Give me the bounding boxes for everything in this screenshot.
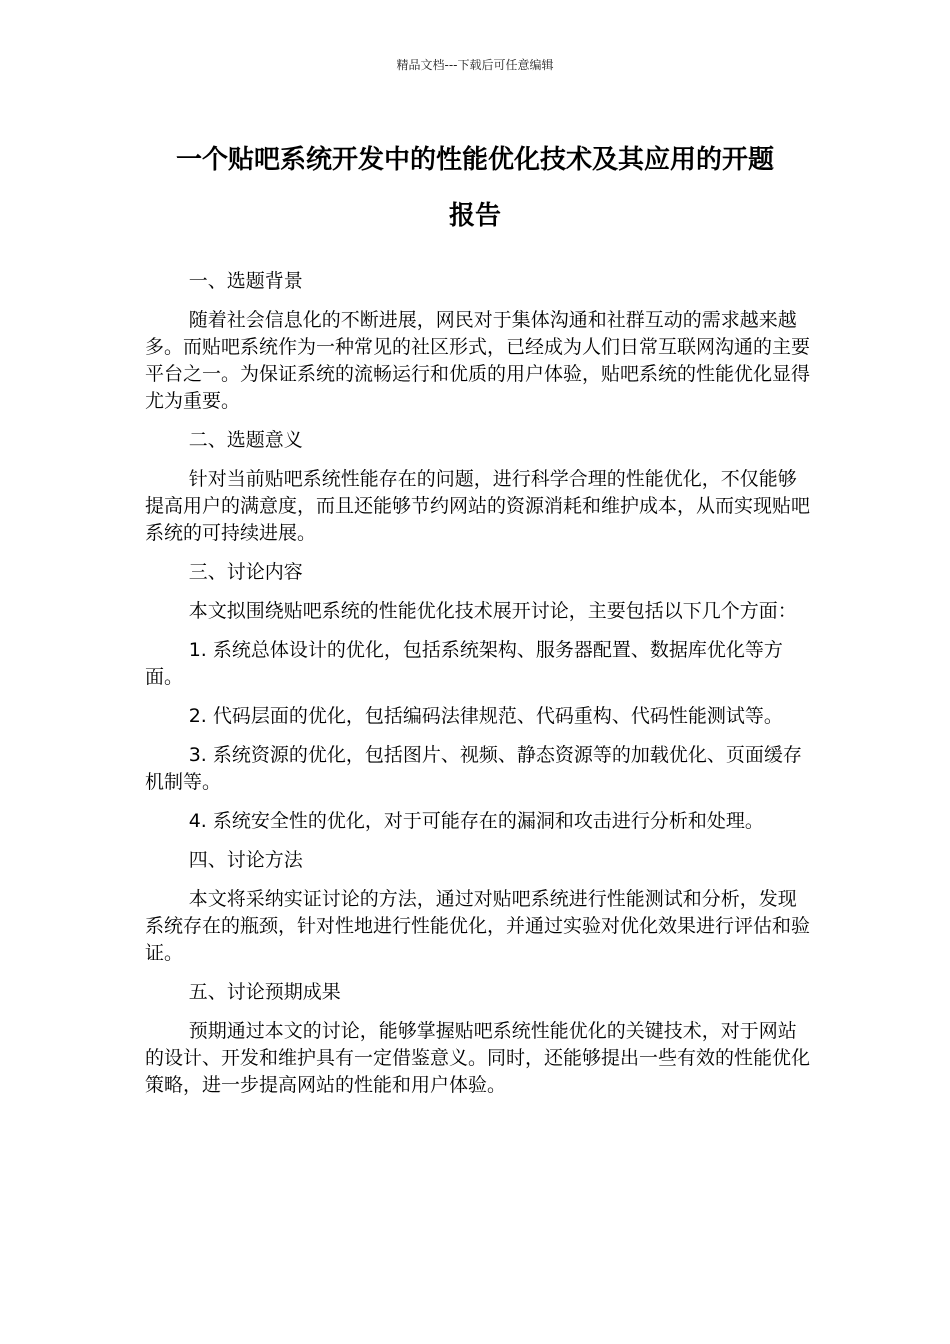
- page-header: 精品文档---下载后可任意编辑: [396, 58, 554, 72]
- section-heading: 五、讨论预期成果: [188, 981, 341, 1003]
- document-title: [130, 132, 820, 244]
- list-item: 2. 代码层面的优化，包括编码法律规范、代码重构、代码性能测试等。: [188, 705, 783, 727]
- section-background: [145, 268, 810, 415]
- section-paragraph: 本文将采纳实证讨论的方法，通过对贴吧系统进行性能测试和分析，发现系统存在的瓶颈，针对性地进行性能优化，并通过实验对优化效果进行评估和验证。: [145, 888, 811, 964]
- section-significance: [145, 427, 810, 547]
- list-item: 4. 系统安全性的优化，对于可能存在的漏洞和攻击进行分析和处理。: [188, 810, 764, 832]
- section-method: [145, 847, 810, 967]
- document-title-line-1: 一个贴吧系统开发中的性能优化技术及其应用的开题: [175, 145, 774, 175]
- list-item: 1. 系统总体设计的优化，包括系统架构、服务器配置、数据库优化等方面。: [145, 639, 783, 688]
- section-paragraph: 针对当前贴吧系统性能存在的问题，进行科学合理的性能优化，不仅能够提高用户的满意度，而且还能够节约网站的资源消耗和维护成本，从而实现贴吧系统的可持续进展。: [145, 468, 811, 544]
- list-item: 3. 系统资源的优化，包括图片、视频、静态资源等的加载优化、页面缓存机制等。: [145, 744, 802, 793]
- document-title-line-2: 报告: [448, 201, 501, 231]
- section-paragraph: 本文拟围绕贴吧系统的性能优化技术展开讨论，主要包括以下几个方面：: [188, 600, 797, 622]
- section-content: [145, 559, 810, 835]
- section-expected-results: [145, 979, 810, 1099]
- document-body: [145, 268, 810, 1111]
- section-paragraph: 随着社会信息化的不断进展，网民对于集体沟通和社群互动的需求越来越多。而贴吧系统作为一种常见的社区形式，已经成为人们日常互联网沟通的主要平台之一。为保证系统的流畅运行和优质的用户体验，贴吧系统的性能优化显得尤为重要。: [145, 309, 811, 412]
- section-heading: 二、选题意义: [188, 429, 303, 451]
- section-heading: 四、讨论方法: [188, 849, 303, 871]
- section-paragraph: 预期通过本文的讨论，能够掌握贴吧系统性能优化的关键技术，对于网站的设计、开发和维护具有一定借鉴意义。同时，还能够提出一些有效的性能优化策略，进一步提高网站的性能和用户体验。: [145, 1020, 811, 1096]
- section-heading: 一、选题背景: [188, 270, 303, 292]
- section-heading: 三、讨论内容: [188, 561, 303, 583]
